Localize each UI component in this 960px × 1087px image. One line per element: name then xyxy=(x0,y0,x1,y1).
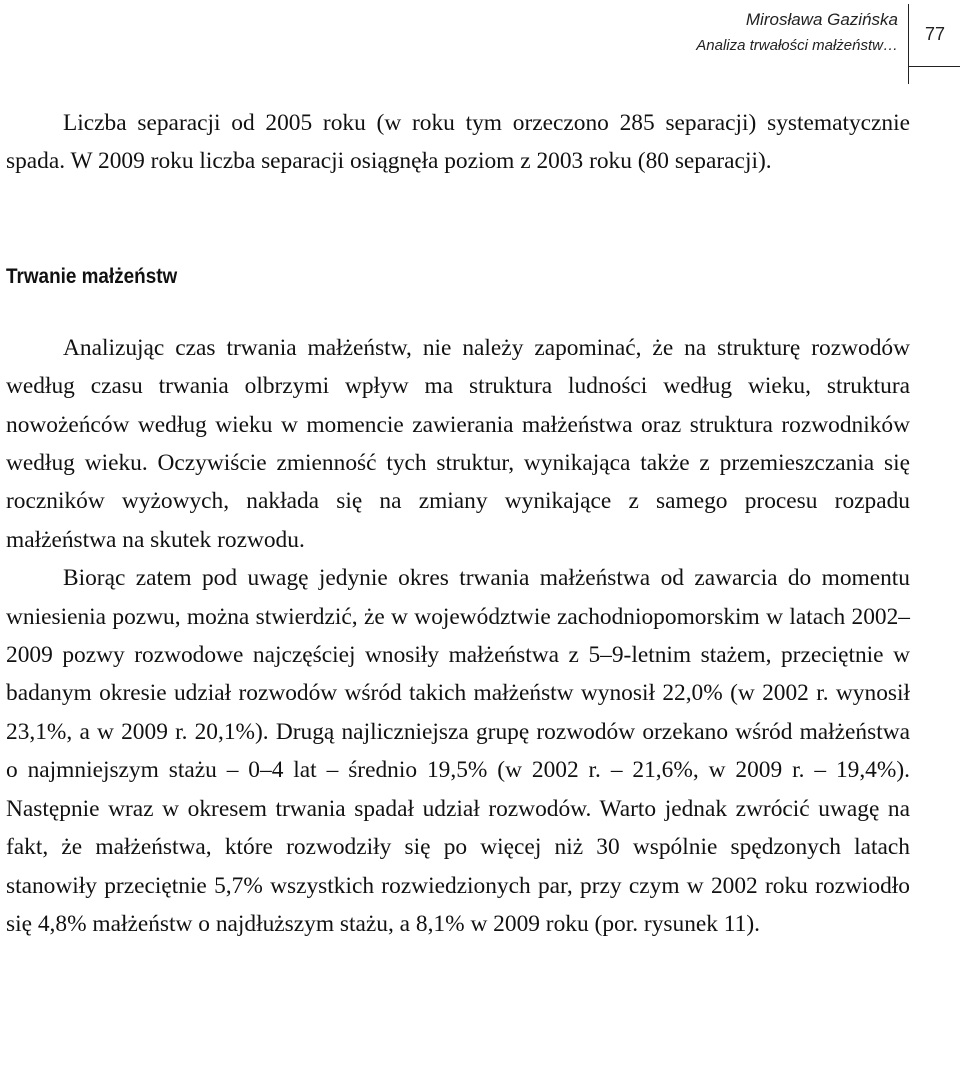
header-running-title: Analiza trwałości małżeństw… xyxy=(696,37,898,54)
header-vertical-rule xyxy=(908,4,909,84)
header-author: Mirosława Gazińska xyxy=(745,10,898,29)
body-paragraph: Liczba separacji od 2005 roku (w roku tym orzeczono 285 separacji) systematycznie spada. W 2009 roku liczba separacji osiągnęła poziom z 2003 roku (80 separacji). xyxy=(6,110,910,175)
header-horizontal-rule xyxy=(908,66,960,67)
body-paragraph: Biorąc zatem pod uwagę jedynie okres trwania małżeństwa od zawarcia do momentu wniesienia pozwu, można stwierdzić, że w województwie zachodniopomorskim w latach 2002–2009 pozwy rozwodowe najczęściej wnosiły małżeństwa z 5–9-letnim stażem, przeciętnie w badanym okresie udział rozwodów wśród takich małżeństw wynosił 22,0% (w 2002 r. wynosił 23,1%, a w 2009 r. 20,1%). Drugą najliczniejsza grupę rozwodów orzekano wśród małżeństwa o najmniejszym stażu – 0–4 lat – średnio 19,5% (w 2002 r. – 21,6%, w 2009 r. – 19,4%). Następnie wraz w okresem trwania spadał udział rozwodów. Warto jednak zwrócić uwagę na fakt, że małżeństwa, które rozwodziły się po więcej niż 30 wspólnie spędzonych latach stanowiły przeciętnie 5,7% wszystkich rozwiedzionych par, przy czym w 2002 roku rozwiodło się 4,8% małżeństw o najdłuższym stażu, a 8,1% w 2009 roku (por. rysunek 11). xyxy=(6,565,910,937)
page-number: 77 xyxy=(924,24,946,44)
page-body xyxy=(6,104,910,943)
running-header xyxy=(0,0,960,84)
body-paragraph: Analizując czas trwania małżeństw, nie należy zapominać, że na strukturę rozwodów według czasu trwania olbrzymi wpływ ma struktura ludności według wieku, struktura nowożeńców według wieku w momencie zawierania małżeństwa oraz struktura rozwodników według wieku. Oczywiście zmienność tych struktur, wynikająca także z przemieszczania się roczników wyżowych, nakłada się na zmiany wynikające z samego procesu rozpadu małżeństwa na skutek rozwodu. xyxy=(6,334,910,553)
section-heading: Trwanie małżeństw xyxy=(6,264,178,288)
